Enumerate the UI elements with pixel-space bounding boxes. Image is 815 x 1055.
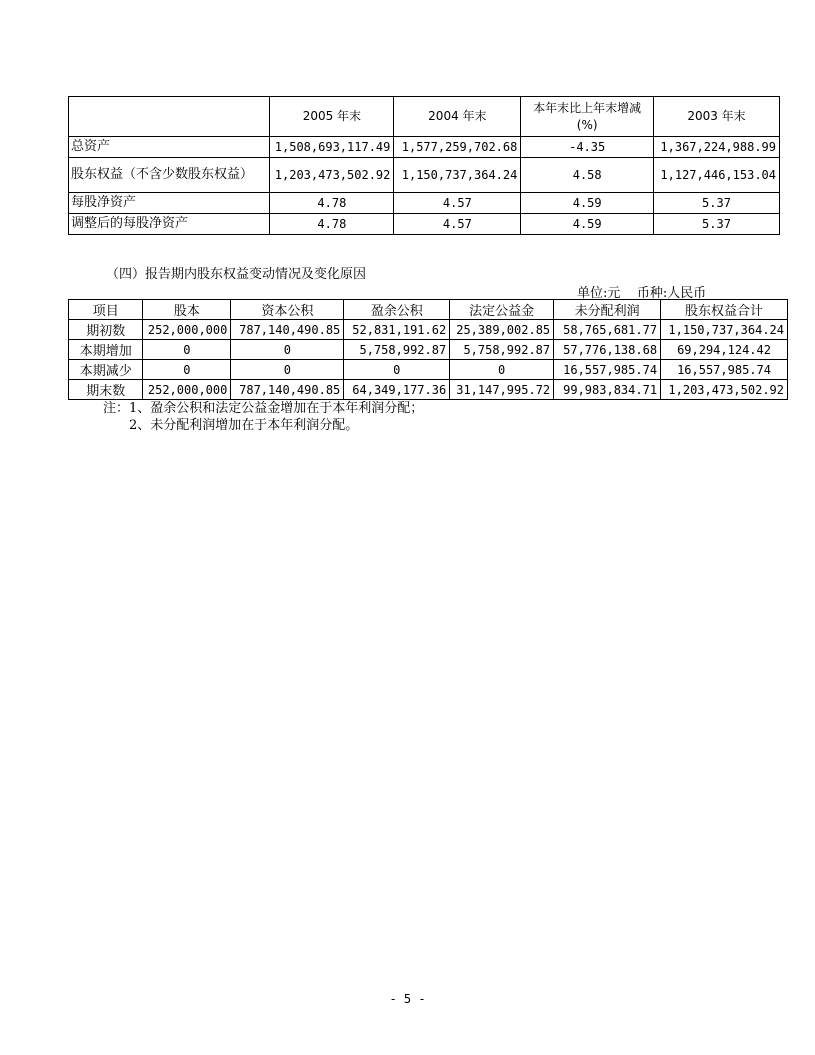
table-cell: 25,389,002.85 xyxy=(450,320,554,340)
table-row xyxy=(69,193,780,214)
table-cell: 787,140,490.85 xyxy=(231,380,344,400)
header-cell: 2005 年末 xyxy=(270,97,394,137)
table-cell: 1,508,693,117.49 xyxy=(270,137,394,158)
table-cell: 16,557,985.74 xyxy=(661,360,788,380)
table-cell: 57,776,138.68 xyxy=(554,340,661,360)
header-cell: 本年末比上年末增减 (%) xyxy=(521,97,654,137)
note-line: 注：1、盈余公积和法定公益金增加在于本年利润分配； xyxy=(103,401,424,416)
table-cell: 4.59 xyxy=(521,193,654,214)
table-cell: 252,000,000 xyxy=(143,320,231,340)
table-row xyxy=(69,137,780,158)
section-title: （四）报告期内股东权益变动情况及变化原因 xyxy=(106,267,367,282)
table-cell: 4.57 xyxy=(394,214,521,235)
table-cell: 0 xyxy=(143,340,231,360)
table-cell: 4.59 xyxy=(521,214,654,235)
table-cell: 69,294,124.42 xyxy=(661,340,788,360)
table-cell: 1,577,259,702.68 xyxy=(394,137,521,158)
row-label: 股东权益（不含少数股东权益） xyxy=(69,158,270,193)
row-label: 本期减少 xyxy=(69,360,143,380)
row-label: 总资产 xyxy=(69,137,270,158)
table-cell: -4.35 xyxy=(521,137,654,158)
table-cell: 16,557,985.74 xyxy=(554,360,661,380)
table-cell: 5,758,992.87 xyxy=(344,340,450,360)
header-cell xyxy=(69,97,270,137)
row-label: 期末数 xyxy=(69,380,143,400)
table-cell: 5.37 xyxy=(654,193,780,214)
table-cell: 64,349,177.36 xyxy=(344,380,450,400)
table-cell: 1,203,473,502.92 xyxy=(661,380,788,400)
table-header-row xyxy=(69,97,780,137)
note-line: 2、未分配利润增加在于本年利润分配。 xyxy=(129,418,359,433)
row-label: 每股净资产 xyxy=(69,193,270,214)
table-cell: 0 xyxy=(143,360,231,380)
table-cell: 4.78 xyxy=(270,193,394,214)
header-cell: 股东权益合计 xyxy=(661,300,788,320)
table-row xyxy=(69,360,788,380)
header-cell: 2004 年末 xyxy=(394,97,521,137)
table-cell: 0 xyxy=(231,360,344,380)
table-cell: 0 xyxy=(450,360,554,380)
table-row xyxy=(69,340,788,360)
currency-label: 币种:人民币 xyxy=(636,286,707,301)
table-cell: 1,150,737,364.24 xyxy=(394,158,521,193)
table-cell: 4.78 xyxy=(270,214,394,235)
table-cell: 4.58 xyxy=(521,158,654,193)
row-label: 本期增加 xyxy=(69,340,143,360)
balance-summary-table xyxy=(68,96,780,235)
table-cell: 1,203,473,502.92 xyxy=(270,158,394,193)
table-cell: 5,758,992.87 xyxy=(450,340,554,360)
table-cell: 5.37 xyxy=(654,214,780,235)
header-cell: 项目 xyxy=(69,300,143,320)
page-number: - 5 - xyxy=(389,992,426,1006)
table-cell: 99,983,834.71 xyxy=(554,380,661,400)
table-cell: 4.57 xyxy=(394,193,521,214)
row-label: 期初数 xyxy=(69,320,143,340)
row-label: 调整后的每股净资产 xyxy=(69,214,270,235)
table-cell: 58,765,681.77 xyxy=(554,320,661,340)
header-cell: 盈余公积 xyxy=(344,300,450,320)
table-header-row xyxy=(69,300,788,320)
header-cell: 2003 年末 xyxy=(654,97,780,137)
table-cell: 1,127,446,153.04 xyxy=(654,158,780,193)
table-cell: 31,147,995.72 xyxy=(450,380,554,400)
header-cell: 法定公益金 xyxy=(450,300,554,320)
table-cell: 52,831,191.62 xyxy=(344,320,450,340)
header-cell: 股本 xyxy=(143,300,231,320)
table-cell: 787,140,490.85 xyxy=(231,320,344,340)
table-row xyxy=(69,214,780,235)
table-row xyxy=(69,158,780,193)
unit-label: 单位:元 xyxy=(577,286,621,301)
table-cell: 0 xyxy=(231,340,344,360)
table-cell: 252,000,000 xyxy=(143,380,231,400)
table-row xyxy=(69,320,788,340)
table-cell: 0 xyxy=(344,360,450,380)
table-cell: 1,367,224,988.99 xyxy=(654,137,780,158)
equity-change-table xyxy=(68,299,788,400)
table-cell: 1,150,737,364.24 xyxy=(661,320,788,340)
header-cell: 资本公积 xyxy=(231,300,344,320)
header-cell: 未分配利润 xyxy=(554,300,661,320)
